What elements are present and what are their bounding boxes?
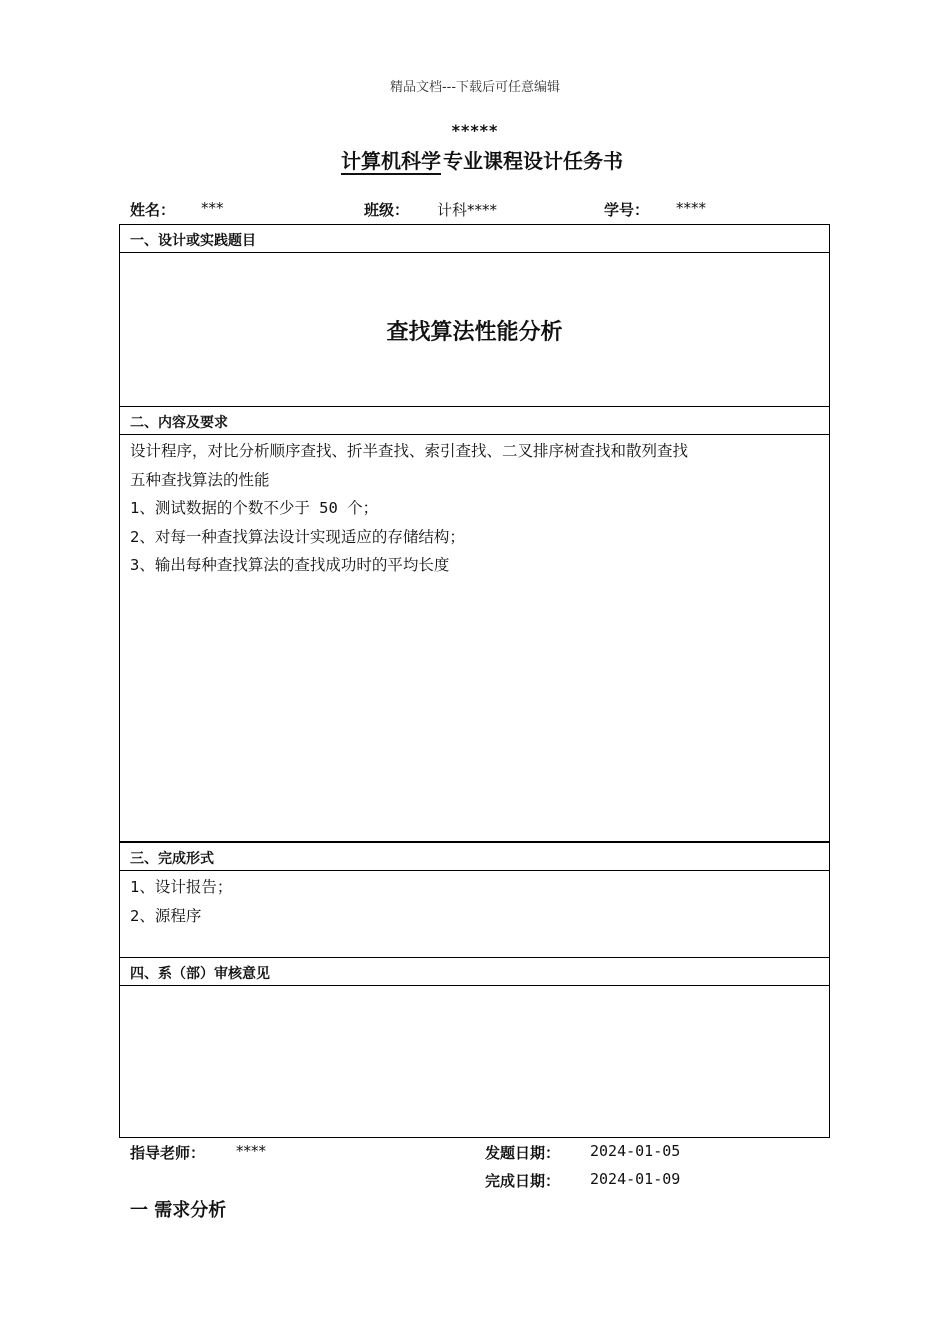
requirement-line: 3、输出每种查找算法的查找成功时的平均长度 xyxy=(130,556,450,574)
id-value: **** xyxy=(676,199,706,217)
requirement-line: 五种查找算法的性能 xyxy=(130,470,270,489)
issue-date-label: 发题日期： xyxy=(485,1144,561,1162)
next-section-heading: 一 需求分析 xyxy=(130,1200,227,1221)
requirement-line: 1、测试数据的个数不少于 50 个； xyxy=(130,499,379,517)
finish-date-value: 2024-01-09 xyxy=(590,1170,681,1188)
class-label: 班级： xyxy=(364,201,410,219)
id-field xyxy=(604,199,649,220)
title-rest: 专业课程设计任务书 xyxy=(443,149,623,173)
id-label: 学号： xyxy=(604,201,650,219)
header-note: 精品文档---下载后可任意编辑 xyxy=(389,80,561,95)
section-4-heading: 四、系（部）审核意见 xyxy=(119,957,830,986)
section-1-heading: 一、设计或实践题目 xyxy=(119,224,830,253)
school-name: ***** xyxy=(451,121,499,140)
section-3-heading: 三、完成形式 xyxy=(119,842,830,871)
section-1-body xyxy=(119,253,830,407)
section-2-body xyxy=(119,435,830,842)
advisor-label: 指导老师： xyxy=(130,1144,206,1162)
class-field xyxy=(364,199,409,220)
section-4-body xyxy=(119,986,830,1138)
finish-date-field xyxy=(485,1170,560,1191)
advisor-field xyxy=(130,1142,205,1163)
document-title xyxy=(0,145,950,174)
major-name: 计算机科学 xyxy=(341,149,441,173)
topic-title: 查找算法性能分析 xyxy=(386,320,563,345)
requirement-line: 2、对每一种查找算法设计实现适应的存储结构； xyxy=(130,527,465,546)
name-label: 姓名： xyxy=(130,201,176,219)
class-value: 计科**** xyxy=(437,201,498,219)
issue-date-value: 2024-01-05 xyxy=(590,1142,681,1160)
issue-date-field xyxy=(485,1142,560,1163)
deliverable-line: 2、源程序 xyxy=(130,906,202,925)
name-value: *** xyxy=(201,199,224,217)
finish-date-label: 完成日期： xyxy=(485,1172,561,1190)
advisor-value: **** xyxy=(236,1142,266,1160)
section-2-heading: 二、内容及要求 xyxy=(119,406,830,435)
section-3-body xyxy=(119,871,830,958)
name-field xyxy=(130,199,175,220)
requirement-line: 设计程序，对比分析顺序查找、折半查找、索引查找、二叉排序树查找和散列查找 xyxy=(130,442,689,460)
deliverable-line: 1、设计报告； xyxy=(130,878,233,896)
